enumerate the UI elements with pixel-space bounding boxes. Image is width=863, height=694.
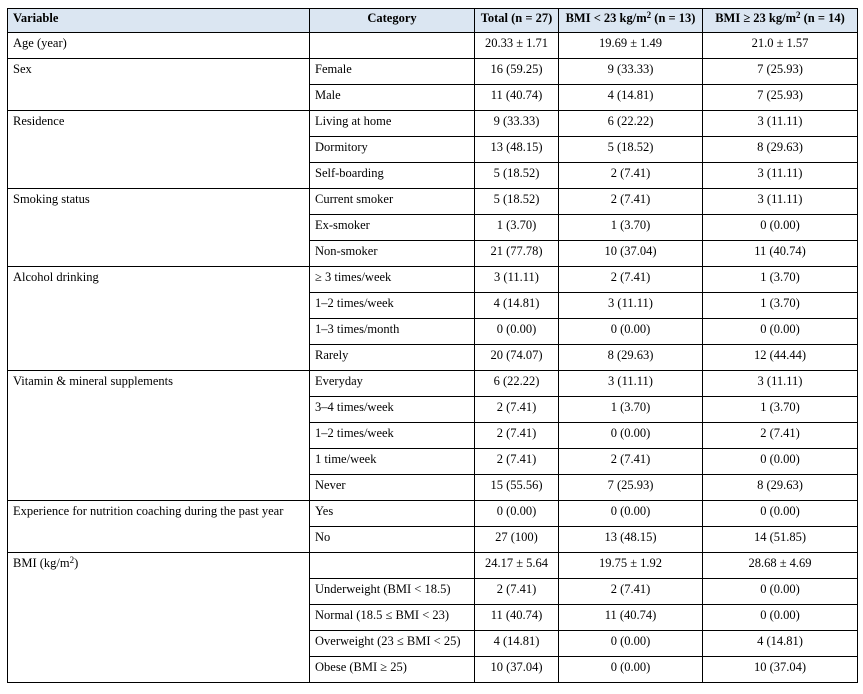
category-cell: Overweight (23 ≤ BMI < 25) (310, 631, 475, 657)
bmi-high-cell: 1 (3.70) (703, 267, 858, 293)
total-cell: 27 (100) (475, 527, 559, 553)
variable-label: Sex (13, 62, 32, 76)
bmi-low-cell: 2 (7.41) (559, 579, 703, 605)
total-cell: 2 (7.41) (475, 579, 559, 605)
category-cell: Normal (18.5 ≤ BMI < 23) (310, 605, 475, 631)
category-cell: 3–4 times/week (310, 397, 475, 423)
bmi-low-cell: 11 (40.74) (559, 605, 703, 631)
variable-cell (8, 111, 310, 189)
variable-label: Alcohol drinking (13, 270, 99, 284)
bmi-low-cell: 3 (11.11) (559, 293, 703, 319)
bmi-low-cell: 2 (7.41) (559, 267, 703, 293)
bmi-low-cell: 10 (37.04) (559, 241, 703, 267)
total-cell: 20.33 ± 1.71 (475, 33, 559, 59)
table-body (8, 33, 858, 683)
bmi-high-cell: 12 (44.44) (703, 345, 858, 371)
total-cell: 5 (18.52) (475, 189, 559, 215)
total-cell: 24.17 ± 5.64 (475, 553, 559, 579)
bmi-high-cell: 0 (0.00) (703, 605, 858, 631)
category-cell: Dormitory (310, 137, 475, 163)
bmi-low-cell: 5 (18.52) (559, 137, 703, 163)
category-cell (310, 553, 475, 579)
table-row (8, 553, 858, 579)
total-cell: 5 (18.52) (475, 163, 559, 189)
header-variable: Variable (8, 9, 310, 33)
table-row (8, 33, 858, 59)
variable-label: Vitamin & mineral supplements (13, 374, 173, 388)
bmi-high-cell: 10 (37.04) (703, 657, 858, 683)
bmi-low-cell: 6 (22.22) (559, 111, 703, 137)
table-row (8, 501, 858, 527)
bmi-low-cell: 1 (3.70) (559, 397, 703, 423)
bmi-low-cell: 2 (7.41) (559, 163, 703, 189)
header-bmi-high-sup: 2 (796, 9, 801, 20)
header-bmi-low-sup: 2 (646, 9, 652, 20)
total-cell: 21 (77.78) (475, 241, 559, 267)
bmi-high-cell: 14 (51.85) (703, 527, 858, 553)
variable-cell (8, 33, 310, 59)
bmi-low-cell: 9 (33.33) (559, 59, 703, 85)
bmi-high-cell: 3 (11.11) (703, 371, 858, 397)
table-row (8, 59, 858, 85)
category-cell: Never (310, 475, 475, 501)
bmi-low-cell: 4 (14.81) (559, 85, 703, 111)
category-cell: 1–2 times/week (310, 293, 475, 319)
total-cell: 3 (11.11) (475, 267, 559, 293)
bmi-high-cell: 2 (7.41) (703, 423, 858, 449)
total-cell: 0 (0.00) (475, 319, 559, 345)
bmi-high-cell: 0 (0.00) (703, 215, 858, 241)
bmi-low-cell: 3 (11.11) (559, 371, 703, 397)
bmi-high-cell: 8 (29.63) (703, 137, 858, 163)
total-cell: 11 (40.74) (475, 605, 559, 631)
variable-cell (8, 501, 310, 553)
bmi-high-cell: 1 (3.70) (703, 293, 858, 319)
category-cell: Male (310, 85, 475, 111)
bmi-low-cell: 19.69 ± 1.49 (559, 33, 703, 59)
category-cell: Ex-smoker (310, 215, 475, 241)
variable-label: Experience for nutrition coaching during the past year (13, 504, 284, 518)
bmi-low-cell: 0 (0.00) (559, 501, 703, 527)
total-cell: 2 (7.41) (475, 423, 559, 449)
header-bmi-low-text: BMI < 23 kg/m (565, 11, 647, 25)
variable-cell (8, 59, 310, 111)
total-cell: 11 (40.74) (475, 85, 559, 111)
total-cell: 4 (14.81) (475, 631, 559, 657)
table-row (8, 371, 858, 397)
variable-cell (8, 371, 310, 501)
category-cell: Current smoker (310, 189, 475, 215)
category-cell: Obese (BMI ≥ 25) (310, 657, 475, 683)
bmi-high-cell: 4 (14.81) (703, 631, 858, 657)
bmi-low-cell: 13 (48.15) (559, 527, 703, 553)
bmi-low-cell: 19.75 ± 1.92 (559, 553, 703, 579)
bmi-low-cell: 0 (0.00) (559, 657, 703, 683)
category-cell: Everyday (310, 371, 475, 397)
bmi-low-cell: 7 (25.93) (559, 475, 703, 501)
characteristics-table (7, 8, 858, 683)
bmi-high-cell: 8 (29.63) (703, 475, 858, 501)
category-cell: 1–2 times/week (310, 423, 475, 449)
bmi-high-cell: 11 (40.74) (703, 241, 858, 267)
bmi-low-cell: 0 (0.00) (559, 319, 703, 345)
total-cell: 9 (33.33) (475, 111, 559, 137)
category-cell: Self-boarding (310, 163, 475, 189)
total-cell: 10 (37.04) (475, 657, 559, 683)
bmi-low-cell: 2 (7.41) (559, 189, 703, 215)
bmi-high-cell: 7 (25.93) (703, 59, 858, 85)
total-cell: 13 (48.15) (475, 137, 559, 163)
bmi-high-cell: 3 (11.11) (703, 111, 858, 137)
category-cell: No (310, 527, 475, 553)
header-bmi-high-n: (n = 14) (800, 11, 845, 25)
variable-cell (8, 553, 310, 683)
table-row (8, 111, 858, 137)
total-cell: 20 (74.07) (475, 345, 559, 371)
bmi-high-cell: 3 (11.11) (703, 189, 858, 215)
bmi-high-cell: 28.68 ± 4.69 (703, 553, 858, 579)
variable-cell (8, 267, 310, 371)
bmi-low-cell: 1 (3.70) (559, 215, 703, 241)
category-cell: Yes (310, 501, 475, 527)
variable-label: Age (year) (13, 36, 67, 50)
header-bmi-low-n: (n = 13) (651, 11, 696, 25)
bmi-high-cell: 21.0 ± 1.57 (703, 33, 858, 59)
variable-superscript: 2 (69, 554, 75, 565)
bmi-high-cell: 0 (0.00) (703, 319, 858, 345)
variable-label: BMI (kg/m (13, 556, 70, 570)
category-cell (310, 33, 475, 59)
bmi-low-cell: 0 (0.00) (559, 631, 703, 657)
bmi-high-cell: 0 (0.00) (703, 449, 858, 475)
category-cell: Non-smoker (310, 241, 475, 267)
category-cell: ≥ 3 times/week (310, 267, 475, 293)
total-cell: 1 (3.70) (475, 215, 559, 241)
bmi-high-cell: 1 (3.70) (703, 397, 858, 423)
variable-cell (8, 189, 310, 267)
header-bmi-high-text: BMI ≥ 23 kg/m (715, 11, 797, 25)
total-cell: 2 (7.41) (475, 397, 559, 423)
bmi-low-cell: 0 (0.00) (559, 423, 703, 449)
bmi-high-cell: 3 (11.11) (703, 163, 858, 189)
bmi-high-cell: 0 (0.00) (703, 579, 858, 605)
header-bmi-low (559, 9, 703, 33)
total-cell: 2 (7.41) (475, 449, 559, 475)
category-cell: Living at home (310, 111, 475, 137)
total-cell: 16 (59.25) (475, 59, 559, 85)
header-row (8, 9, 858, 33)
total-cell: 0 (0.00) (475, 501, 559, 527)
category-cell: Underweight (BMI < 18.5) (310, 579, 475, 605)
total-cell: 15 (55.56) (475, 475, 559, 501)
table-row (8, 189, 858, 215)
table-row (8, 267, 858, 293)
category-cell: 1–3 times/month (310, 319, 475, 345)
variable-label: Smoking status (13, 192, 90, 206)
category-cell: Rarely (310, 345, 475, 371)
category-cell: 1 time/week (310, 449, 475, 475)
header-total: Total (n = 27) (475, 9, 559, 33)
bmi-low-cell: 8 (29.63) (559, 345, 703, 371)
total-cell: 4 (14.81) (475, 293, 559, 319)
header-category: Category (310, 9, 475, 33)
variable-label-suffix: ) (74, 556, 79, 570)
category-cell: Female (310, 59, 475, 85)
total-cell: 6 (22.22) (475, 371, 559, 397)
bmi-high-cell: 7 (25.93) (703, 85, 858, 111)
header-bmi-high (703, 9, 858, 33)
bmi-low-cell: 2 (7.41) (559, 449, 703, 475)
variable-label: Residence (13, 114, 65, 128)
bmi-high-cell: 0 (0.00) (703, 501, 858, 527)
